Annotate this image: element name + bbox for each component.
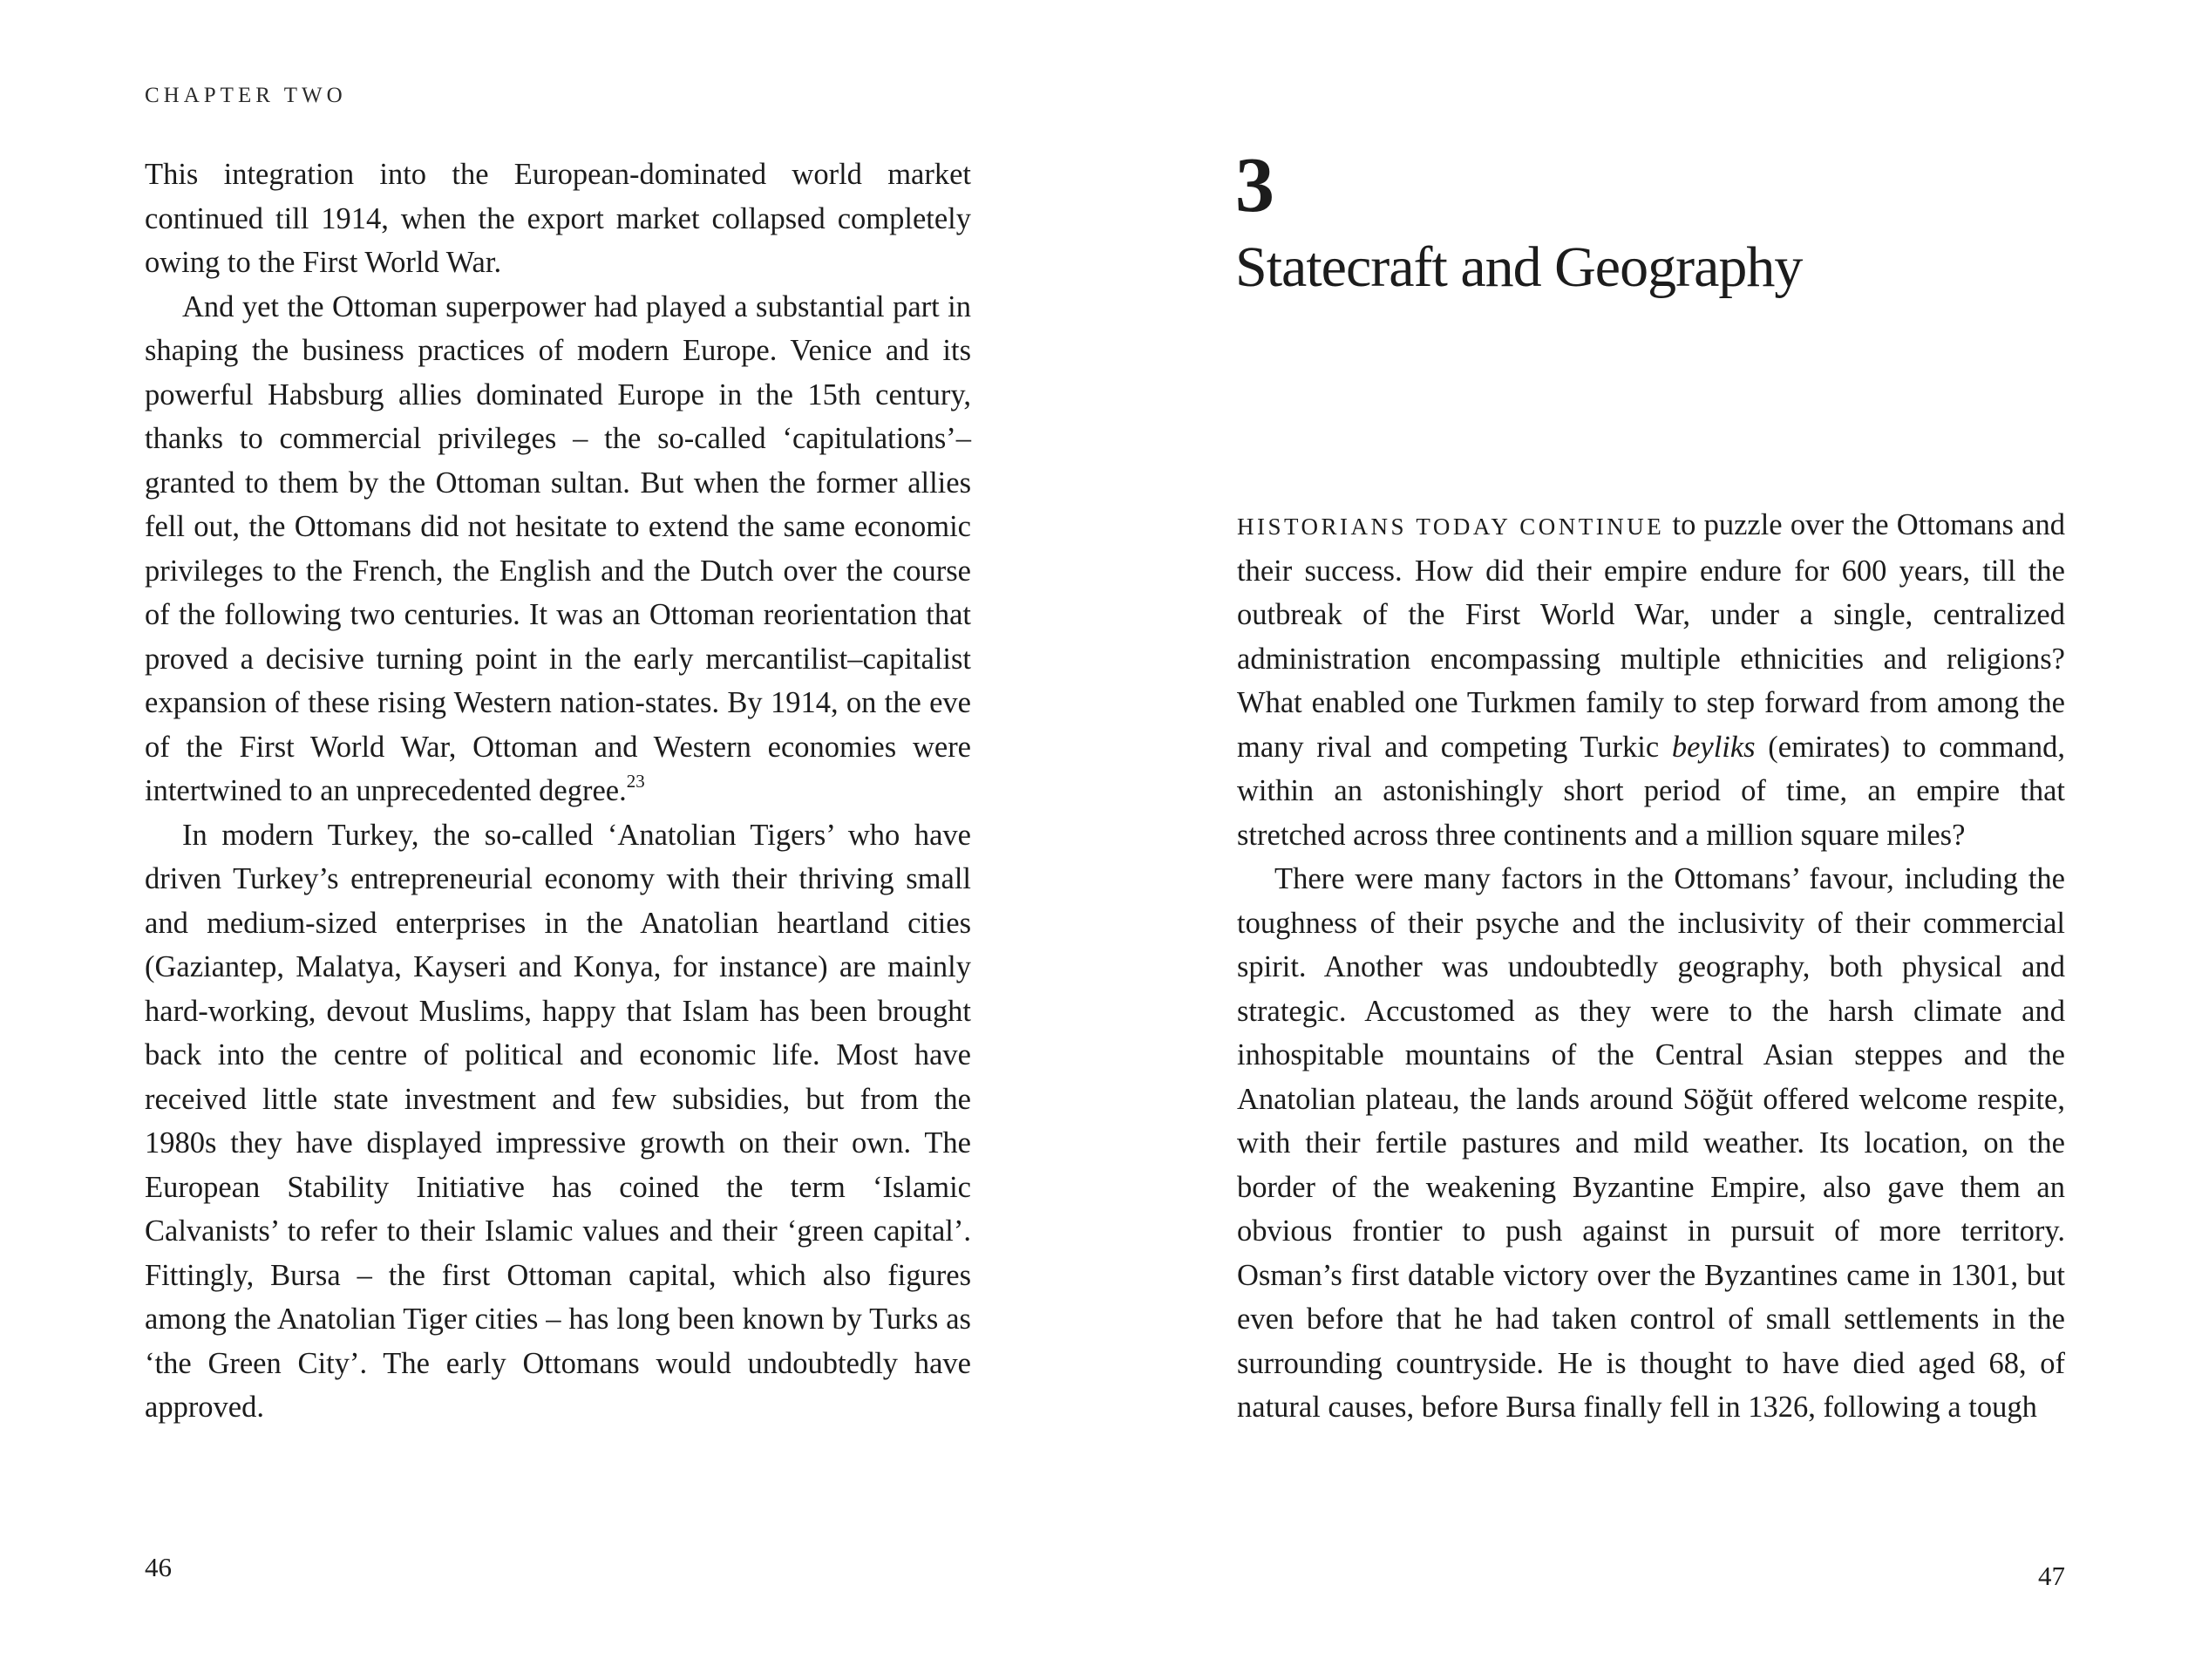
page-number: 46 <box>145 1552 172 1582</box>
paragraph-text: (emirates) to command, within an astonishingly short period of time, an empire that stretched across three continents and a million square miles? <box>1237 730 2065 852</box>
small-caps-lead-in: HISTORIANS TODAY CONTINUE <box>1237 514 1665 540</box>
paragraph-text: And yet the Ottoman superpower had played a substantial part in shaping the business practices of modern Europe. Venice and its powerful Habsburg allies dominated Europe in the 15th century, thanks to commercial privileges – the so-called ‘capitulations’– granted to them by the Ottoman sultan. But when the former allies fell out, the Ottomans did not hesitate to extend the same economic privileges to the French, the English and the Dutch over the course of the following two centuries. It was an Ottoman reorientation that proved a decisive turning point in the early mercantilist–capitalist expansion of these rising Western nation-states. By 1914, on the eve of the First World War, Ottoman and Western economies were intertwined to an unprecedented degree. <box>145 289 971 807</box>
paragraph <box>145 285 971 813</box>
paragraph-text: to puzzle over the Ottomans and their success. How did their empire endure for 600 years, till the outbreak of the First World War, under a single, centralized administration encompassing multiple ethnicities and religions? What enabled one Turkmen family to step forward from among the many rival and competing Turkic <box>1237 508 2065 764</box>
chapter-title: Statecraft and Geography <box>1235 235 1803 299</box>
right-page-body <box>1237 503 2065 1430</box>
left-page-body <box>145 153 971 1430</box>
right-page <box>1094 0 2188 1680</box>
italic-term: beyliks <box>1671 730 1756 764</box>
paragraph: In modern Turkey, the so-called ‘Anatolian Tigers’ who have driven Turkey’s entrepreneurial economy with their thriving small and medium-sized enterprises in the Anatolian heartland cities (Gaziantep, Malatya, Kayseri and Konya, for instance) are mainly hard-working, devout Muslims, happy that Islam has been brought back into the centre of political and economic life. Most have received little state investment and few subsidies, but from the 1980s they have displayed impressive growth on their own. The European Stability Initiative has coined the term ‘Islamic Calvanists’ to refer to their Islamic values and their ‘green capital’. Fittingly, Bursa – the first Ottoman capital, which also figures among the Anatolian Tiger cities – has long been known by Turks as ‘the Green City’. The early Ottomans would undoubtedly have approved. <box>145 818 971 1424</box>
opening-paragraph <box>1237 503 2065 857</box>
paragraph: This integration into the European-dominated world market continued till 1914, when the export market collapsed completely owing to the First World War. <box>145 158 971 279</box>
footnote-reference: 23 <box>626 771 645 792</box>
paragraph: There were many factors in the Ottomans’ favour, including the toughness of their psyche and the inclusivity of their commercial spirit. Another was undoubtedly geography, both physical and strategic. Accustomed as they were to the harsh climate and inhospitable mountains of the Central Asian steppes and the Anatolian plateau, the lands around Söğüt offered welcome respite, with their fertile pastures and mild weather. Its location, on the border of the weakening Byzantine Empire, also gave them an obvious frontier to push against in pursuit of more territory. Osman’s first datable victory over the Byzantines came in 1301, but even before that he had taken control of small settlements in the surrounding countryside. He is thought to have died aged 68, of natural causes, before Bursa finally fell in 1326, following a tough <box>1237 862 2065 1424</box>
running-head: CHAPTER TWO <box>145 84 347 107</box>
chapter-number: 3 <box>1235 142 1274 228</box>
page-number: 47 <box>2038 1561 2065 1591</box>
